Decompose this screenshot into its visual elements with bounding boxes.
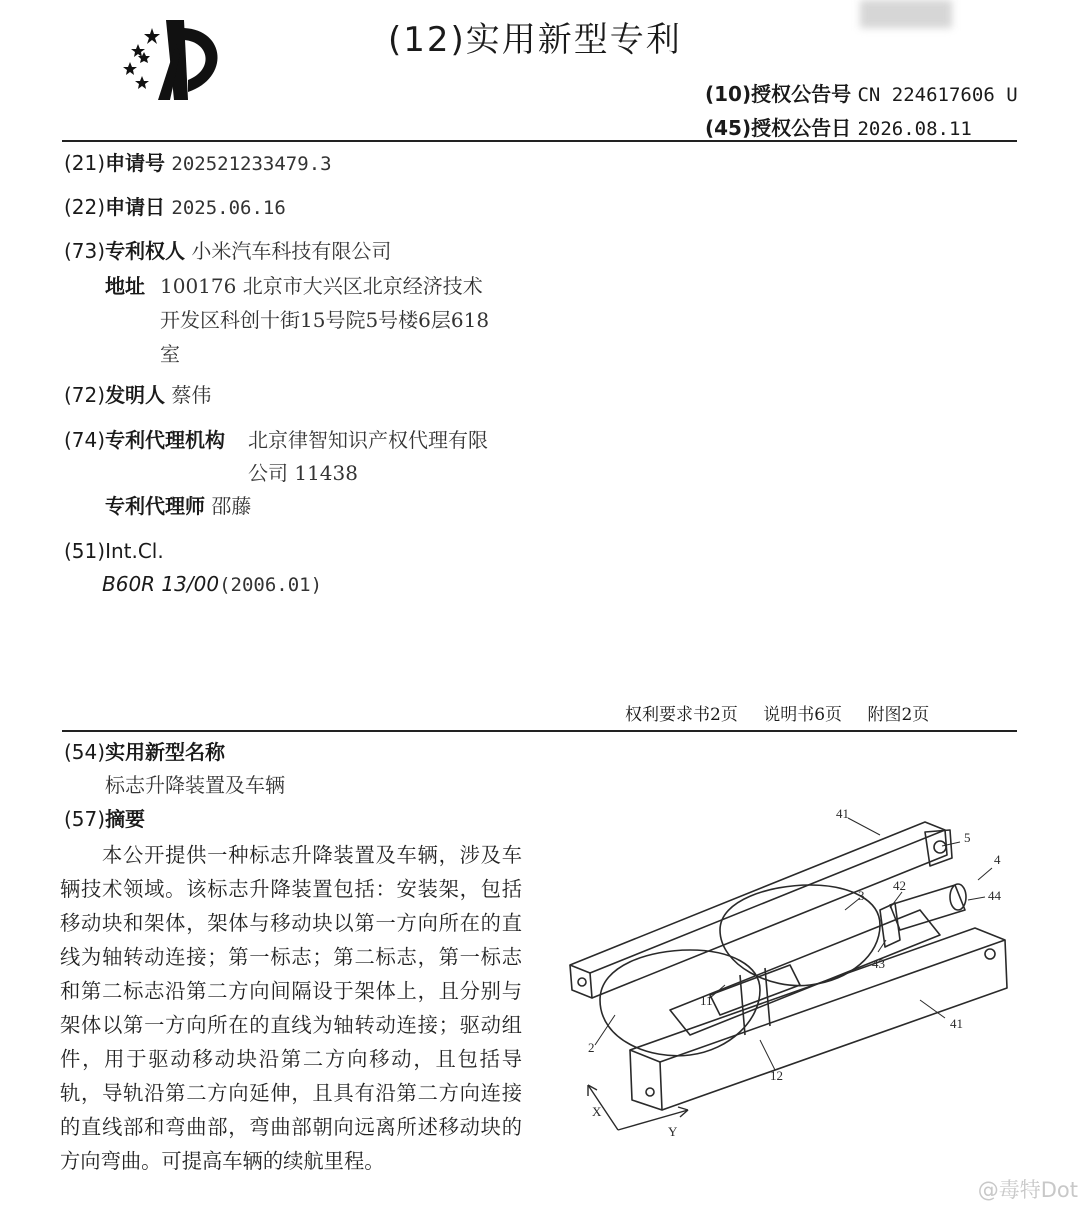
label-43: 43	[872, 956, 885, 971]
axis-y-label: Y	[668, 1124, 678, 1139]
field-code: (22)	[64, 195, 106, 219]
label-42: 42	[893, 878, 906, 893]
field-code: (57)	[64, 807, 106, 831]
address-label: 地址	[105, 274, 145, 298]
abstract-text: 本公开提供一种标志升降装置及车辆，涉及车辆技术领域。该标志升降装置包括：安装架，包括移动块和架体，架体与移动块以第一方向所在的直线为轴转动连接；第一标志；第二标志，第一标志和第二标志沿第二方向间隔设于架体上，且分别与架体以第一方向所在的直线为轴转动连接；驱动组件，用于驱动移动块沿第二方向移动，且包括导轨，导轨沿第二方向延伸，且具有沿第二方向连接的直线部和弯曲部，弯曲部朝向远离所述移动块的方向弯曲。可提高车辆的续航里程。	[60, 843, 522, 1173]
auth-pub-no: CN 224617606 U	[857, 84, 1018, 106]
auth-pub-date-label: (45)授权公告日	[705, 116, 852, 140]
upper-rail	[570, 822, 945, 973]
label-2: 2	[588, 1040, 595, 1055]
label-44: 44	[988, 888, 1001, 903]
axis-y-arrow	[618, 1110, 688, 1130]
intcl-row	[64, 536, 164, 566]
app-date-value: 2025.06.16	[171, 197, 286, 219]
app-no-label: 申请号	[105, 151, 166, 175]
app-no-row	[64, 148, 332, 179]
field-code: (74)	[64, 428, 106, 452]
lower-rail	[630, 928, 1005, 1062]
patentee-label: 专利权人	[105, 239, 186, 263]
agent-label: 专利代理师	[105, 494, 205, 518]
agent-row	[105, 491, 251, 521]
weibo-watermark: @毒特Dot	[977, 1178, 1078, 1202]
redacted-blur	[860, 0, 952, 28]
claims-pages: 权利要求书2页	[625, 705, 738, 725]
address-line-1: 100176 北京市大兴区北京经济技术	[160, 274, 483, 298]
agency-label: 专利代理机构	[105, 428, 226, 452]
intcl-label: Int.Cl.	[105, 539, 164, 563]
drawings-pages: 附图2页	[867, 705, 930, 725]
app-date-label: 申请日	[105, 195, 166, 219]
address-line-3: 室	[160, 342, 180, 366]
cnipa-logo	[118, 14, 240, 106]
label-3: 3	[858, 888, 865, 903]
field-code: (73)	[64, 239, 106, 263]
agency-line-1: 北京律智知识产权代理有限	[248, 428, 488, 452]
auth-pub-no-row	[705, 78, 1018, 107]
inventor-value: 蔡伟	[171, 383, 212, 407]
label-4: 4	[994, 852, 1001, 867]
address-line-2: 开发区科创十街15号院5号楼6层618	[160, 308, 490, 332]
patent-figure	[560, 800, 1020, 1145]
utility-name-value: 标志升降装置及车辆	[105, 773, 285, 797]
description-pages: 说明书6页	[763, 705, 843, 725]
axis-x-label: X	[592, 1104, 602, 1119]
field-code: (21)	[64, 151, 106, 175]
label-41-top: 41	[836, 806, 849, 821]
intcl-class: B60R 13/00	[102, 572, 220, 596]
intcl-version: (2006.01)	[219, 574, 323, 596]
page-counts	[625, 700, 949, 725]
agency-row	[64, 425, 225, 455]
address-label-row	[105, 271, 145, 301]
abstract-heading	[64, 804, 145, 834]
label-5: 5	[964, 830, 971, 845]
document-title: (12)实用新型专利	[388, 20, 682, 60]
auth-pub-no-label: (10)授权公告号	[705, 82, 852, 106]
patentee-value: 小米汽车科技有限公司	[191, 239, 392, 263]
section-rule	[62, 730, 1017, 732]
field-code: (72)	[64, 383, 106, 407]
patentee-row	[64, 236, 391, 266]
auth-pub-date: 2026.08.11	[857, 118, 972, 140]
inventor-row	[64, 380, 211, 410]
app-date-row	[64, 192, 286, 223]
auth-pub-date-row	[705, 112, 972, 141]
utility-name-heading	[64, 737, 225, 767]
label-11: 11	[700, 993, 713, 1008]
label-12: 12	[770, 1068, 783, 1083]
header-rule	[62, 140, 1017, 142]
field-code: (54)	[64, 740, 106, 764]
inventor-label: 发明人	[105, 383, 166, 407]
abstract-label: 摘要	[105, 807, 146, 831]
field-code: (51)	[64, 539, 106, 563]
app-no-value: 202521233479.3	[171, 153, 332, 175]
agency-line-2: 公司 11438	[248, 461, 358, 485]
intcl-class-row	[102, 569, 322, 600]
agent-value: 邵藤	[211, 494, 252, 518]
utility-name-label: 实用新型名称	[105, 740, 226, 764]
logo-2	[600, 950, 760, 1056]
label-41-right: 41	[950, 1016, 963, 1031]
